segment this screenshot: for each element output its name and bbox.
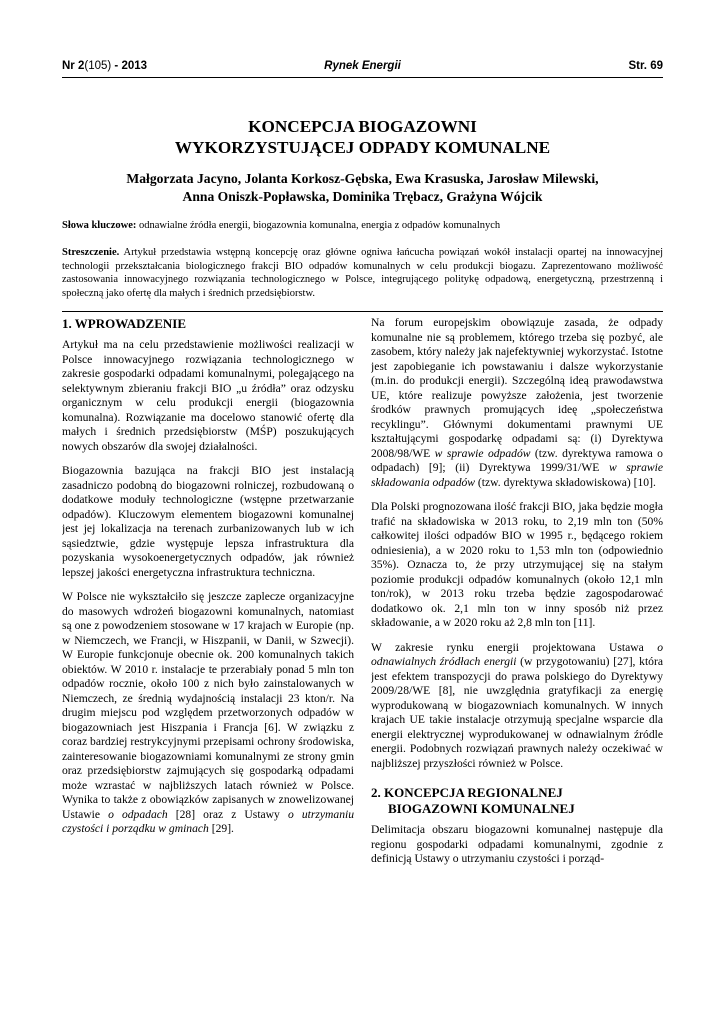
law-title-cleanliness: o utrzymaniu czystości i porządku w gminach xyxy=(62,807,354,835)
paragraph-text: (w przygotowaniu) [27], która jest efektem transpozycji do prawa polskiego do Dyrektywy 2009/28/WE [8], nie uwzględnia gratyfikacji za energię wyprodukowaną w biogazowniach komunalnych. W innych krajach UE takie instalacje otrzymują specjalne wsparcie dla energii elektrycznej wyprodukowanej w odnawialnym źródle energii. Podobnych rozwiązań prawnych należy oczekiwać w najbliższej przyszłości również w Polsce. xyxy=(371,655,663,770)
abstract-label: Streszczenie. xyxy=(62,247,120,258)
abstract xyxy=(62,246,663,300)
right-column xyxy=(371,316,663,956)
issue-prefix: Nr 2 xyxy=(62,60,85,72)
section-2-heading xyxy=(371,785,663,817)
section-1-paragraph-3 xyxy=(62,590,354,837)
section-2-heading-line-1: 2. KONCEPCJA REGIONALNEJ xyxy=(371,785,563,800)
title-line-1: KONCEPCJA BIOGAZOWNI xyxy=(248,117,477,136)
paragraph-text: W zakresie rynku energii projektowana Ustawa xyxy=(371,640,658,654)
abstract-divider xyxy=(62,311,663,312)
right-paragraph-1 xyxy=(371,316,663,490)
header-divider xyxy=(62,77,663,78)
directive-title-waste: w sprawie odpadów xyxy=(434,446,531,460)
section-1-paragraph-2: Biogazownia bazująca na frakcji BIO jest instalacją zasadniczo podobną do biogazowni rolniczej, rozbudowaną o dodatkowe moduły technologiczne (wstępne przetwarzanie odpadów). Kluczowym elementem biogazowni komunalnej jest jej lokalizacja na terenach zurbanizowanych lub w ich sąsiedztwie, gdzie występuje lepsza infrastruktura dla pozyskania wysokoenergetycznych odpadów, jak również lepszej jakości energetyczna infrastruktura techniczna. xyxy=(62,464,354,579)
title-line-2: WYKORZYSTUJĄCEJ ODPADY KOMUNALNE xyxy=(174,138,551,157)
keywords-text: odnawialne źródła energii, biogazownia komunalna, energia z odpadów komunalnych xyxy=(136,220,501,231)
author-list xyxy=(62,170,663,206)
section-2-heading-line-2: BIOGAZOWNI KOMUNALNEJ xyxy=(388,801,575,816)
law-title-renewables: o odnawialnych źródłach energii xyxy=(371,640,663,668)
section-1-paragraph-1: Artykuł ma na celu przedstawienie możliwości realizacji w Polsce innowacyjnego rozwiązania technologicznego w zakresie gospodarki odpadami komunalnymi, polegającego na selektywnym zbieraniu frakcji BIO „u źródła” oraz odzysku organicznym w celu produkcji energii (biogazownia komunalna). Rozwiązanie ma docelowo stanowić ofertę dla małych i średnich przedsiębiorstw (MŚP) poszukujących nowych obszarów dla swojej działalności. xyxy=(62,338,354,453)
abstract-text: Artykuł przedstawia wstępną koncepcję oraz główne ogniwa łańcucha powiązań wokół instalacji opartej na innowacyjnej technologii przekształcania biologicznego frakcji BIO odpadów komunalnych w celu produkcji biogazu. Zaprezentowano możliwość zastosowania innowacyjnego rozwiązania technologicznego w Polsce, integrującego politykę odpadową, energetyczną, przestrzenną i społeczną jako ofertę dla małych i średnich przedsiębiorstw. xyxy=(62,247,663,299)
page-number: Str. 69 xyxy=(628,60,663,72)
issue-year: - 2013 xyxy=(111,60,148,72)
article-title xyxy=(62,116,663,158)
section-2-paragraph-1: Delimitacja obszaru biogazowni komunalnej następuje dla regionu gospodarki odpadami komunalnymi, zgodnie z definicją Ustawy o utrzymaniu czystości i porząd- xyxy=(371,823,663,865)
paragraph-text: (tzw. dyrektywa składowiskowa) [10]. xyxy=(475,475,656,489)
keywords-label: Słowa kluczowe: xyxy=(62,220,137,231)
section-1-heading: 1. WPROWADZENIE xyxy=(62,316,187,331)
directive-title-landfill: w sprawie składowania odpadów xyxy=(371,461,663,489)
paragraph-text: Na forum europejskim obowiązuje zasada, że odpady komunalne nie są problemem, którego trzeba się pozbyć, ale zasobem, który należy jak najefektywniej wykorzystać. Istotne jest zapobieganie ich powstawaniu i dalsze wykorzystanie (m.in. do produkcji energii). Szczególną ideą prawodawstwa UE, które realizuje powyższe założenia, jest tworzenie środków prawnych promujących ideę „społeczeństwa recyklingu”. Głównymi dokumentami prawnymi UE kształtującymi gospodarkę odpadami są: (i) Dyrektywa 2008/98/WE xyxy=(371,316,663,460)
issue-number: (105) xyxy=(84,60,112,72)
running-header xyxy=(62,60,663,76)
paragraph-text: [29]. xyxy=(208,822,234,835)
right-paragraph-2: Dla Polski prognozowana ilość frakcji BIO, jaka będzie mogła trafić na składowiska w 2013 roku, to 2,19 mln ton (50% całkowitej ilości odpadów BIO w 1995 r., będącego rokiem odniesienia), a w 2020 roku to 1,53 mln ton (odpowiednio 35%). Oznacza to, że przy utrzymującej się na stałym poziomie produkcji odpadów komunalnych (około 12,1 mln ton/rok), w 2013 roku trzeba będzie zagospodarować dodatkowo ok. 2,1 mln ton w inny sposób niż przez składowanie, a w 2020 roku aż 2,8 mln ton [11]. xyxy=(371,500,663,629)
keywords xyxy=(62,219,663,232)
paragraph-text: (tzw. dyrektywa ramowa o odpadach) [9]; (ii) Dyrektywa 1999/31/WE xyxy=(371,446,663,474)
authors-line-1: Małgorzata Jacyno, Jolanta Korkosz-Gębska, Ewa Krasuska, Jarosław Milewski, xyxy=(126,171,599,186)
law-title-waste: o odpadach xyxy=(108,807,168,821)
left-column xyxy=(62,316,354,956)
right-paragraph-3 xyxy=(371,641,663,772)
paragraph-text: W Polsce nie wykształciło się jeszcze zaplecze organizacyjne do masowych wdrożeń biogazowni komunalnych, natomiast są one z powodzeniem stosowane w 17 krajach w Europie (np. w Niemczech, we Francji, w Hiszpanii, w Danii, w Szwecji). W Europie funkcjonuje obecnie ok. 200 komunalnych takich obiektów. W 2010 r. instalacje te przerabiały ponad 5 mln ton odpadów rocznie, około 100 z nich było zainstalowanych w Niemczech, ze średnią wydajnością instalacji 23 kton/r. Na drugim miejscu pod względem przetworzonych odpadów w biogazowniach jest Hiszpania i Francja [6]. W związku z coraz bardziej restrykcyjnymi przepisami ochrony środowiska, zainteresowanie biogazowniami komunalnymi ze strony gmin oraz przedsiębiorstw zajmujących się gospodarką odpadami może wzrastać w najbliższych latach również w Polsce. Wynika to także z obowiązków zapisanych w znowelizowanej Ustawie xyxy=(62,590,354,821)
paragraph-text: [28] oraz z Ustawy xyxy=(167,807,288,821)
journal-name: Rynek Energii xyxy=(324,60,401,72)
authors-line-2: Anna Oniszk-Popławska, Dominika Trębacz, Grażyna Wójcik xyxy=(182,189,543,204)
